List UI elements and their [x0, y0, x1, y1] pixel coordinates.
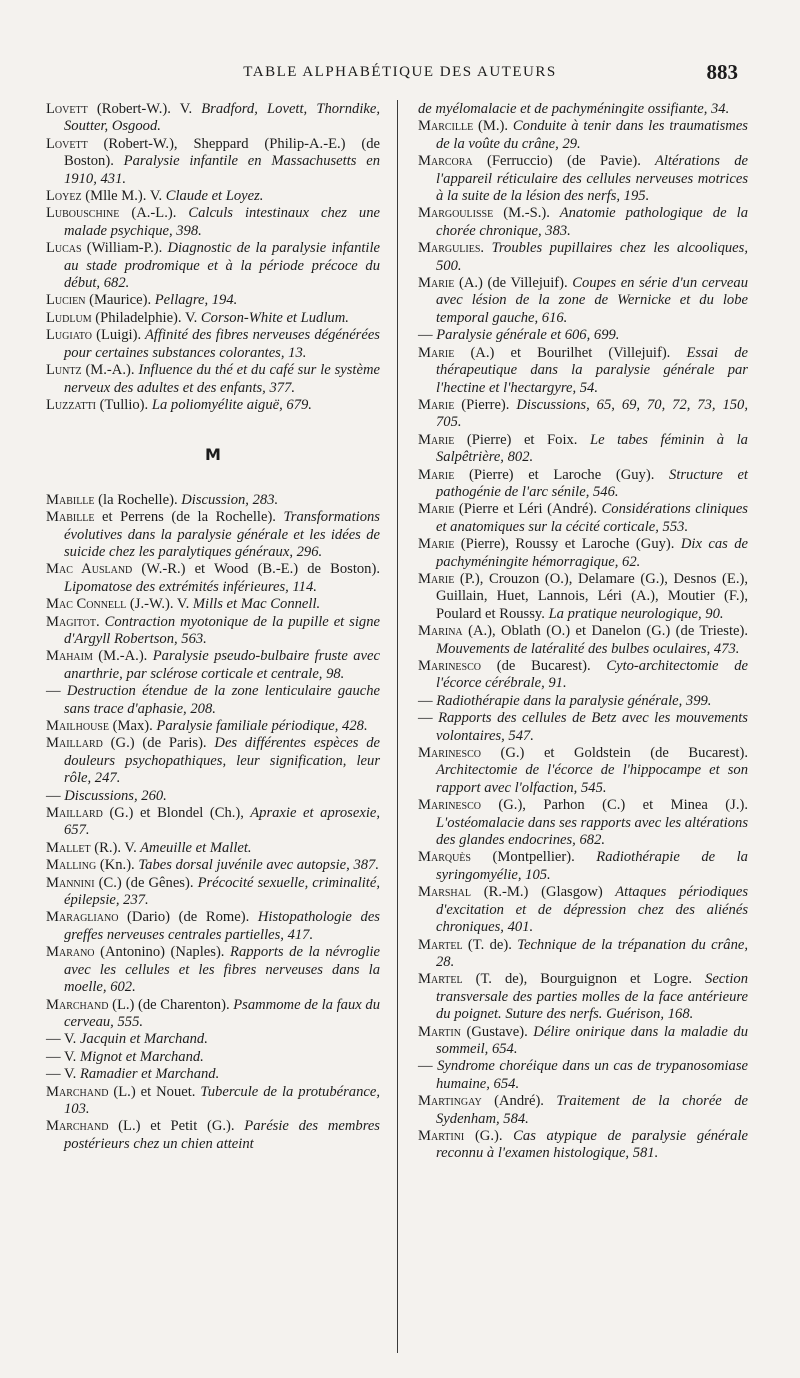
author-details: (G.) et Blondel (Ch.),	[102, 805, 244, 822]
author-details: (L.) et Nouet.	[108, 1083, 196, 1100]
author-name: Lovett	[46, 135, 88, 152]
author-name: Marie	[418, 431, 455, 448]
author-details: (M.-S.).	[493, 205, 550, 222]
left-entries-bottom	[46, 492, 380, 1153]
author-details: (T. de).	[462, 936, 512, 953]
author-details: (Montpellier).	[470, 849, 575, 866]
author-details: (la Rochelle).	[94, 491, 178, 508]
index-entry	[418, 345, 748, 397]
work-title: Syndrome choréique dans un cas de trypanosomiase humaine, 654.	[432, 1058, 748, 1092]
author-name: Lugiato	[46, 327, 92, 344]
author-name: Marinesco	[418, 745, 481, 762]
index-entry	[46, 1118, 380, 1153]
author-name: Lubouschine	[46, 205, 120, 222]
author-details: (W.-R.) et Wood (B.-E.) de Boston).	[132, 561, 380, 578]
author-name: Marcille	[418, 118, 474, 135]
work-title: Considérations cliniques et anatomiques sur la cécité corticale, 553.	[436, 501, 748, 535]
author-details: (G.).	[464, 1127, 503, 1144]
author-details: (A.-L.).	[119, 205, 177, 222]
index-entry	[418, 797, 748, 849]
work-title: Architectomie de l'écorce de l'hippocampe et son rapport avec l'olfaction, 545.	[436, 762, 748, 796]
author-name: Lovett	[46, 101, 88, 117]
author-name: Marie	[418, 275, 455, 292]
author-details: (Max).	[108, 718, 153, 734]
index-entry	[418, 971, 748, 1023]
author-name: Malling	[46, 857, 97, 874]
work-title: Délire onirique dans la maladie du sommeil, 654.	[436, 1023, 748, 1057]
author-name: —	[418, 692, 433, 709]
author-details: (M.).	[473, 118, 509, 135]
index-entry	[46, 205, 380, 240]
index-entry	[418, 397, 748, 432]
author-name: Marchand	[46, 1118, 109, 1135]
index-entry	[418, 118, 748, 153]
index-entry	[418, 884, 748, 936]
work-title: Rapports de la névroglie avec les cellules et les fibres nerveuses dans la moelle, 602.	[64, 944, 381, 996]
author-name: Marcora	[418, 153, 473, 170]
index-entry	[46, 735, 380, 787]
work-title: Tabes dorsal juvénile avec autopsie, 387.	[134, 857, 379, 874]
continued-entry: de myélomalacie et de pachyméningite ossifiante, 34.	[418, 101, 730, 117]
right-entries	[418, 118, 748, 1162]
index-entry	[418, 501, 748, 536]
work-title: Coupes en série d'un cerveau avec lésion de la zone de Wernicke et du lobe temporal gauche, 616.	[436, 275, 748, 326]
index-entry	[46, 718, 380, 735]
work-title: Discussions, 260.	[60, 787, 167, 804]
work-title: Contraction myotonique de la pupille et signe d'Argyll Robertson, 563.	[64, 613, 380, 647]
author-name: —	[418, 327, 433, 344]
author-name: —	[46, 787, 61, 804]
author-details: et Perrens (de la Rochelle).	[94, 509, 276, 526]
work-title: Section transversale des parties molles de la face antérieure du poignet. Suture des nerfs. Guérison, 168.	[436, 971, 748, 1023]
index-entry	[418, 275, 748, 327]
author-name: Marinesco	[418, 658, 481, 674]
index-entry	[418, 745, 748, 797]
author-details: (L.) (de Charenton).	[108, 996, 230, 1013]
author-name: Maillard	[46, 805, 103, 822]
index-entry	[418, 937, 748, 972]
author-details: (Dario) (de Rome).	[118, 909, 250, 926]
author-details: (Pierre), Roussy et Laroche (Guy).	[454, 536, 675, 553]
page-number: 883	[706, 60, 738, 84]
index-entry	[46, 101, 380, 136]
index-entry	[46, 683, 380, 718]
work-title: Ramadier et Marchand.	[76, 1066, 220, 1083]
index-entry	[46, 1049, 380, 1066]
work-title: Mills et Mac Connell.	[189, 596, 321, 613]
index-entry	[46, 136, 380, 188]
work-title: La pratique neurologique, 90.	[544, 605, 724, 622]
author-name: Mallet	[46, 839, 91, 856]
index-entry	[418, 1093, 748, 1128]
author-details: (Kn.).	[96, 857, 135, 874]
author-details: (Robert-W.), Sheppard (Philip-A.-E.) (de Boston).	[64, 135, 380, 170]
work-title: Claude et Loyez.	[162, 188, 264, 205]
work-title: Le tabes féminin à la Salpêtrière, 802.	[436, 431, 748, 466]
author-details: (Ferruccio) (de Pavie).	[472, 153, 641, 170]
author-name: Luntz	[46, 362, 82, 379]
author-name: Mabille	[46, 509, 95, 526]
author-name: —	[46, 683, 61, 700]
work-title: Cas atypique de paralysie générale reconnu à l'examen histologique, 581.	[436, 1127, 748, 1162]
index-entry	[418, 1058, 748, 1093]
work-title: Corson-White et Ludlum.	[197, 309, 349, 326]
index-entry	[418, 1024, 748, 1059]
work-title: Lipomatose des extrémités inférieures, 114.	[64, 578, 317, 595]
author-name: Martin	[418, 1023, 461, 1040]
work-title: Histopathologie des greffes nerveuses centrales partielles, 417.	[64, 909, 380, 943]
index-entry	[46, 397, 380, 414]
author-details: (R.). V.	[90, 839, 137, 856]
index-entry	[418, 1128, 748, 1163]
author-name: Marie	[418, 466, 455, 483]
author-details: (Maurice).	[85, 292, 152, 309]
author-details: (Pierre et Léri (André).	[454, 501, 597, 518]
index-entry	[418, 467, 748, 502]
author-details: (Philadelphie). V.	[91, 309, 198, 326]
author-details: (Robert-W.). V.	[87, 101, 193, 117]
work-title: Rapports des cellules de Betz avec les mouvements volontaires, 547.	[432, 710, 748, 744]
author-name: Mannini	[46, 874, 95, 891]
author-name: Marinesco	[418, 797, 481, 814]
index-entry	[46, 492, 380, 509]
author-details: (P.), Crouzon (O.), Delamare (G.), Desnos (E.), Guillain, Huet, Lannois, Léri (A.), Moutier (F.), Poulard et Roussy.	[436, 570, 748, 622]
index-entry	[46, 310, 380, 327]
index-entry	[418, 658, 748, 693]
author-details: (J.-W.). V.	[126, 596, 190, 613]
author-name: Martingay	[418, 1093, 482, 1110]
work-title: Influence du thé et du café sur le système nerveux des adultes et des enfants, 377.	[64, 362, 380, 396]
index-entry	[46, 240, 380, 292]
work-title: L'ostéomalacie dans ses rapports avec les altérations des glandes endocrines, 682.	[436, 814, 748, 849]
running-header: TABLE ALPHABÉTIQUE DES AUTEURS	[243, 64, 557, 80]
index-entry	[418, 432, 748, 467]
work-title: Dix cas de pachyméningite hémorragique, 62.	[436, 536, 748, 570]
author-details: (G.) et Goldstein (de Bucarest).	[480, 745, 748, 762]
work-title: Psammome de la faux du cerveau, 555.	[64, 996, 380, 1030]
index-entry	[46, 997, 380, 1032]
index-entry	[46, 292, 380, 309]
author-name: Mahaim	[46, 648, 93, 665]
left-entries-top	[46, 101, 380, 414]
index-entry	[46, 596, 380, 613]
author-name: Marchand	[46, 1083, 109, 1100]
author-name: Ludlum	[46, 309, 92, 326]
author-details: (André).	[481, 1093, 544, 1110]
work-title: Destruction étendue de la zone lenticulaire gauche sans trace d'aphasie, 208.	[60, 683, 380, 717]
work-title: Essai de thérapeutique dans la paralysie générale par l'hectine et l'hectargyre, 54.	[436, 344, 748, 396]
work-title: Paralysie pseudo-bulbaire fruste avec anarthrie, par sclérose corticale et centrale, 98.	[64, 648, 380, 682]
author-name: Martel	[418, 971, 463, 988]
author-name: Loyez	[46, 188, 82, 205]
work-title: Paralysie infantile en Massachusetts en 1910, 431.	[64, 153, 380, 187]
work-title: Discussions, 65, 69, 70, 72, 73, 150, 705.	[436, 396, 748, 431]
work-title: Précocité sexuelle, criminalité, épilepsie, 237.	[64, 874, 380, 909]
author-details: (T. de), Bourguignon et Logre.	[462, 971, 693, 988]
index-entry	[418, 849, 748, 884]
author-name: — V.	[46, 1066, 77, 1083]
work-title: Technique de la trépanation du crâne, 28.	[436, 936, 748, 970]
author-name: Margulies.	[418, 240, 485, 257]
work-title: Tubercule de la protubérance, 103.	[64, 1083, 381, 1117]
index-entry	[46, 509, 380, 561]
work-title: Des différentes espèces de douleurs psychopathiques, leur signification, leur rôle, 247.	[64, 735, 380, 787]
author-name: —	[418, 710, 433, 727]
work-title: Apraxie et aprosexie, 657.	[64, 805, 380, 839]
work-title: Parésie des membres postérieurs chez un chien atteint	[64, 1118, 380, 1152]
work-title: Bradford, Lovett, Thorndike, Soutter, Osgood.	[64, 101, 380, 135]
author-details: (Luigi).	[91, 327, 142, 344]
author-details: (Pierre) et Laroche (Guy).	[454, 466, 655, 483]
index-entry	[418, 623, 748, 658]
author-name: Mailhouse	[46, 718, 109, 734]
author-name: Magitot.	[46, 613, 100, 630]
work-title: Cyto-architectomie de l'écorce cérébrale, 91.	[436, 658, 748, 692]
author-details: (G.), Parhon (C.) et Minea (J.).	[480, 797, 748, 814]
work-title: Mouvements de latéralité des bulbes oculaires, 473.	[436, 640, 740, 657]
author-details: (A.), Oblath (O.) et Danelon (G.) (de Trieste).	[462, 623, 748, 640]
author-name: Martel	[418, 936, 463, 953]
author-name: — V.	[46, 1031, 77, 1048]
author-details: (G.) (de Paris).	[102, 735, 207, 752]
index-entry	[418, 571, 748, 623]
author-name: — V.	[46, 1048, 77, 1065]
index-entry	[46, 875, 380, 910]
index-entry	[46, 327, 380, 362]
index-entry	[46, 1084, 380, 1119]
work-title: Traitement de la chorée de Sydenham, 584.	[436, 1093, 748, 1127]
author-details: (Tullio).	[96, 396, 149, 413]
author-name: Martini	[418, 1127, 465, 1144]
author-name: Marie	[418, 344, 455, 361]
work-title: Structure et pathogénie de l'arc sénile, 546.	[436, 466, 748, 500]
author-details: (Mlle M.). V.	[81, 188, 163, 205]
author-details: (M.-A.).	[92, 648, 148, 665]
section-letter: M	[205, 445, 221, 465]
left-column	[46, 101, 380, 1153]
author-details: (L.) et Petit (G.).	[108, 1118, 235, 1135]
work-title: Calculs intestinaux chez une malade psychique, 398.	[64, 205, 380, 239]
author-name: Luzzatti	[46, 396, 97, 413]
work-title: Paralysie familiale périodique, 428.	[152, 718, 368, 734]
work-title: Anatomie pathologique de la chorée chronique, 383.	[436, 205, 748, 239]
work-title: Affinité des fibres nerveuses dégénérées pour certaines substances colorantes, 13.	[64, 327, 380, 361]
author-details: (A.) et Bourilhet (Villejuif).	[454, 344, 671, 361]
author-details: (Pierre).	[454, 396, 510, 413]
index-entry	[46, 614, 380, 649]
index-entry	[418, 205, 748, 240]
index-entry	[46, 840, 380, 857]
author-name: Maragliano	[46, 909, 119, 926]
work-title: Jacquin et Marchand.	[76, 1031, 208, 1048]
work-title: Mignot et Marchand.	[76, 1048, 204, 1065]
work-title: Diagnostic de la paralysie infantile au stade prodromique et à la période précoce du début, 682.	[64, 240, 381, 292]
work-title: Radiothérapie de la syringomyélie, 105.	[436, 849, 748, 883]
index-entry	[46, 561, 380, 596]
index-entry	[46, 909, 380, 944]
author-name: Mabille	[46, 491, 95, 508]
work-title: Conduite à tenir dans les traumatismes de la voûte du crâne, 29.	[436, 118, 748, 152]
author-name: Marie	[418, 501, 455, 518]
author-details: (William-P.).	[81, 240, 163, 257]
author-details: (de Bucarest).	[480, 658, 591, 674]
index-entry	[418, 327, 748, 344]
work-title: Radiothérapie dans la paralysie générale, 399.	[432, 692, 712, 709]
work-title: La poliomyélite aiguë, 679.	[148, 396, 312, 413]
work-title: Transformations évolutives dans la paralysie générale et les idées de suicide chez les paralytiques généraux, 296.	[64, 509, 380, 560]
author-name: Marina	[418, 623, 463, 640]
index-entry	[418, 240, 748, 275]
author-details: (Gustave).	[460, 1023, 528, 1040]
author-details: (A.) (de Villejuif).	[454, 275, 568, 292]
index-entry	[46, 362, 380, 397]
author-details: (Antonino) (Naples).	[94, 944, 225, 961]
work-title: Discussion, 283.	[177, 491, 279, 508]
work-title: Troubles pupillaires chez les alcooliques, 500.	[436, 240, 748, 274]
author-name: Marquès	[418, 849, 471, 866]
author-name: Lucien	[46, 292, 86, 309]
right-column	[418, 101, 748, 1163]
index-entry	[46, 805, 380, 840]
author-name: Marie	[418, 570, 455, 587]
index-entry	[46, 1066, 380, 1083]
index-entry	[46, 188, 380, 205]
author-details: (Pierre) et Foix.	[454, 431, 578, 448]
work-title: Paralysie générale et 606, 699.	[432, 327, 620, 344]
author-name: —	[418, 1058, 433, 1075]
author-details: (C.) (de Gênes).	[94, 874, 194, 891]
author-name: Lucas	[46, 240, 82, 257]
author-name: Marie	[418, 536, 455, 553]
index-entry	[46, 788, 380, 805]
work-title: Ameuille et Mallet.	[136, 839, 252, 856]
index-entry	[418, 693, 748, 710]
author-name: Marano	[46, 944, 95, 961]
author-name: Marie	[418, 396, 455, 413]
author-name: Marchand	[46, 996, 109, 1013]
author-name: Margoulisse	[418, 205, 494, 222]
work-title: Attaques périodiques d'excitation et de dépression chez des aliénés chroniques, 401.	[436, 884, 748, 936]
work-title: Altérations de l'appareil réticulaire des cellules nerveuses motrices à la suite de la lésion des nerfs, 195.	[436, 153, 748, 205]
index-entry	[418, 536, 748, 571]
index-entry	[418, 710, 748, 745]
column-divider	[397, 100, 398, 1353]
index-entry	[46, 944, 380, 996]
index-entry	[46, 1031, 380, 1048]
author-name: Mac Ausland	[46, 561, 133, 578]
index-entry	[46, 648, 380, 683]
author-details: (R.-M.) (Glasgow)	[470, 884, 603, 901]
author-details: (M.-A.).	[81, 362, 135, 379]
author-name: Marshal	[418, 884, 471, 901]
index-entry	[46, 857, 380, 874]
author-name: Mac Connell	[46, 596, 127, 613]
work-title: Pellagre, 194.	[151, 292, 238, 309]
index-entry	[418, 153, 748, 205]
author-name: Maillard	[46, 735, 103, 752]
